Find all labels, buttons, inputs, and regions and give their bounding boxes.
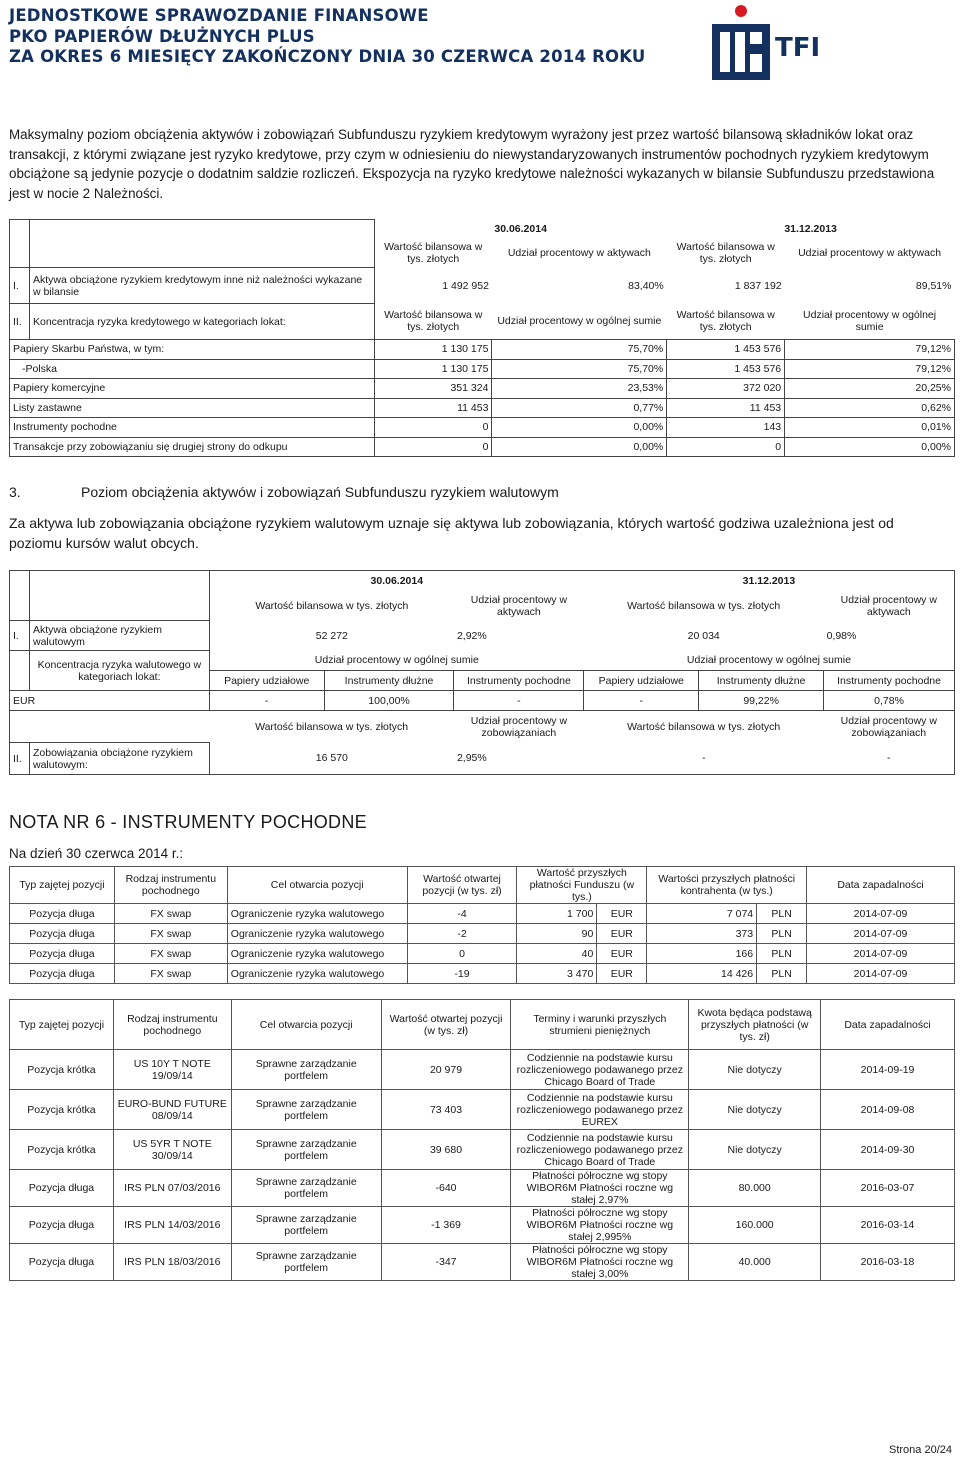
table-row xyxy=(10,1170,955,1207)
section-3-heading xyxy=(9,484,559,500)
cell: Płatności półroczne wg stopy WIBOR6M Płatności roczne wg stałej 2,97% xyxy=(511,1170,689,1207)
cell: Pozycja długa xyxy=(10,1207,114,1244)
cell: 2014-07-09 xyxy=(807,944,955,964)
table-row xyxy=(10,1244,955,1281)
col-header: Data zapadalności xyxy=(821,1000,955,1050)
fx-h-liab-1: Udział procentowy w zobowiązaniach xyxy=(470,714,568,739)
cell: Pozycja długa xyxy=(10,904,115,924)
credit-row1-p2: 89,51% xyxy=(915,279,952,292)
cell: Pozycja długa xyxy=(10,924,115,944)
fx-h-liab-2: Udział procentowy w zobowiązaniach xyxy=(840,714,937,739)
fx-h-value-4: Wartość bilansowa w tys. złotych xyxy=(627,720,781,733)
fx-h-dluzne-2: Instrumenty dłużne xyxy=(699,671,824,691)
derivatives-table-1 xyxy=(9,866,955,984)
cell: IRS PLN 14/03/2016 xyxy=(113,1207,231,1244)
fx-row1-label: Aktywa obciążone ryzykiem walutowym xyxy=(29,621,209,651)
fx-h-value-1: Wartość bilansowa w tys. złotych xyxy=(255,599,409,612)
fx-row1-p2: 0,98% xyxy=(826,629,857,642)
col-header: Wartość otwartej pozycji (w tys. zł) xyxy=(381,1000,511,1050)
fx-h-share-1: Udział procentowy w aktywach xyxy=(470,593,568,618)
table-row xyxy=(10,437,955,457)
fx-eur-a3: - xyxy=(454,691,584,711)
credit-h-value-3: Wartość bilansowa w tys. złotych xyxy=(384,309,483,334)
cell: -640 xyxy=(381,1170,511,1207)
cell: EUR xyxy=(597,924,647,944)
fx-row2-v1: 16 570 xyxy=(315,752,348,765)
table-header-row xyxy=(10,867,955,904)
table-row xyxy=(10,1050,955,1090)
cell: Pozycja krótka xyxy=(10,1050,114,1090)
col-header: Cel otwarcia pozycji xyxy=(227,867,407,904)
fx-row1-v1: 52 272 xyxy=(315,629,348,642)
cell: 73 403 xyxy=(381,1090,511,1130)
credit-risk-table xyxy=(9,219,955,457)
cell: PLN xyxy=(757,964,807,984)
cell: Sprawne zarządzanie portfelem xyxy=(231,1244,381,1281)
cell: 23,53% xyxy=(492,379,667,399)
col-header: Cel otwarcia pozycji xyxy=(231,1000,381,1050)
cell: 14 426 xyxy=(647,964,757,984)
cell: IRS PLN 07/03/2016 xyxy=(113,1170,231,1207)
cell: 143 xyxy=(667,418,785,438)
nota-subtitle: Na dzień 30 czerwca 2014 r.: xyxy=(9,846,184,861)
page-number: Strona 20/24 xyxy=(889,1444,952,1456)
cell: 0,00% xyxy=(785,437,955,457)
nota-title: NOTA NR 6 - INSTRUMENTY POCHODNE xyxy=(9,812,367,832)
fx-eur-label: EUR xyxy=(10,691,210,711)
fx-date-2: 31.12.2013 xyxy=(742,574,796,587)
fx-h-total-1: Udział procentowy w ogólnej sumie xyxy=(314,654,479,667)
cell: FX swap xyxy=(114,964,227,984)
cell: 20 979 xyxy=(381,1050,511,1090)
cell: PLN xyxy=(757,944,807,964)
fx-row2-label: Zobowiązania obciążone ryzykiem walutowym: xyxy=(29,743,209,775)
credit-row1-p1: 83,40% xyxy=(628,279,664,292)
fx-eur-b3: 0,78% xyxy=(824,691,955,711)
fx-h-papiery-2: Papiery udziałowe xyxy=(584,671,699,691)
cell: 0,00% xyxy=(492,437,667,457)
fx-h-pochodne-1: Instrumenty pochodne xyxy=(454,671,584,691)
cell: 2014-07-09 xyxy=(807,964,955,984)
fx-h-total-2: Udział procentowy w ogólnej sumie xyxy=(686,654,851,667)
fx-h-value-2: Wartość bilansowa w tys. złotych xyxy=(627,599,781,612)
credit-date-2: 31.12.2013 xyxy=(784,222,837,235)
cell: 0,00% xyxy=(492,418,667,438)
cell: FX swap xyxy=(114,904,227,924)
credit-row1-v2: 1 837 192 xyxy=(734,279,782,292)
fx-eur-b2: 99,22% xyxy=(699,691,824,711)
table-row xyxy=(10,964,955,984)
fx-row1-p1: 2,92% xyxy=(456,629,487,642)
document-header xyxy=(9,6,646,68)
cell: -1 369 xyxy=(381,1207,511,1244)
cell: -19 xyxy=(407,964,517,984)
cell: 373 xyxy=(647,924,757,944)
cell: Nie dotyczy xyxy=(689,1130,821,1170)
fx-eur-a2: 100,00% xyxy=(324,691,454,711)
credit-h-share-2: Udział procentowy w aktywach xyxy=(798,246,942,259)
fx-h-papiery-1: Papiery udziałowe xyxy=(209,671,324,691)
cell: 75,70% xyxy=(492,359,667,379)
cell: Płatności półroczne wg stopy WIBOR6M Płatności roczne wg stałej 3,00% xyxy=(511,1244,689,1281)
cell: 0 xyxy=(374,437,492,457)
col-header: Rodzaj instrumentu pochodnego xyxy=(113,1000,231,1050)
cell: 80.000 xyxy=(689,1170,821,1207)
cell: Nie dotyczy xyxy=(689,1050,821,1090)
col-header: Rodzaj instrumentu pochodnego xyxy=(114,867,227,904)
cell: Codziennie na podstawie kursu rozliczeniowego podawanego przez EUREX xyxy=(511,1090,689,1130)
tfi-logo-text: TFI xyxy=(775,33,821,63)
col-header: Kwota będąca podstawą przyszłych płatności (w tys. zł) xyxy=(689,1000,821,1050)
col-header: Data zapadalności xyxy=(807,867,955,904)
col-header: Typ zajętej pozycji xyxy=(10,1000,114,1050)
intro-paragraph: Maksymalny poziom obciążenia aktywów i zobowiązań Subfunduszu ryzykiem kredytowym wyrażony jest przez wartość bilansową składników lokat oraz transakcji, z którymi związane jest ryzyko kredytowe, przy czym w odniesieniu do niewystandaryzowanych instrumentów pochodnych ryzykiem kredytowym obciążone są jedynie pozycje o dodatnim saldzie rozliczeń. Ekspozycja na ryzyko kredytowe należności wykazanych w bilansie Subfunduszu przedstawiona jest w nocie 2 Należności. xyxy=(9,127,935,201)
cell: 2014-09-08 xyxy=(821,1090,955,1130)
cell: Pozycja długa xyxy=(10,1170,114,1207)
cell: Ograniczenie ryzyka walutowego xyxy=(227,904,407,924)
section-3-title: Poziom obciążenia aktywów i zobowiązań Subfunduszu ryzykiem walutowym xyxy=(81,484,559,500)
fx-row2-p2: - xyxy=(887,752,891,765)
cell: Codziennie na podstawie kursu rozliczeniowego podawanego przez Chicago Board of Trade xyxy=(511,1050,689,1090)
cell: 2016-03-07 xyxy=(821,1170,955,1207)
table-row xyxy=(10,1207,955,1244)
table-row xyxy=(10,944,955,964)
cell: US 10Y T NOTE 19/09/14 xyxy=(113,1050,231,1090)
table-row xyxy=(10,1090,955,1130)
credit-h-total-1: Udział procentowy w ogólnej sumie xyxy=(497,315,662,328)
cell: 11 453 xyxy=(667,398,785,418)
cell: 75,70% xyxy=(492,340,667,360)
cell: Codziennie na podstawie kursu rozliczeniowego podawanego przez Chicago Board of Trade xyxy=(511,1130,689,1170)
credit-h-total-2: Udział procentowy w ogólnej sumie xyxy=(803,309,937,334)
fx-h-share-2: Udział procentowy w aktywach xyxy=(840,593,937,618)
fx-eur-a1: - xyxy=(209,691,324,711)
cell: PLN xyxy=(757,924,807,944)
cell: Pozycja krótka xyxy=(10,1130,114,1170)
cell: Sprawne zarządzanie portfelem xyxy=(231,1170,381,1207)
table-header-row xyxy=(10,1000,955,1050)
cell: 0,62% xyxy=(785,398,955,418)
credit-h-share-1: Udział procentowy w aktywach xyxy=(507,246,651,259)
cell: 0,01% xyxy=(785,418,955,438)
section-3-paragraph: Za aktywa lub zobowiązania obciążone ryzykiem walutowym uznaje się aktywa lub zobowiązania, których wartość godziwa uzależniona jest od poziomu kursów walut obcych. xyxy=(9,515,894,551)
fx-row2-v2: - xyxy=(701,752,706,765)
fx-eur-b1: - xyxy=(584,691,699,711)
cell: 40 xyxy=(517,944,597,964)
cell: Ograniczenie ryzyka walutowego xyxy=(227,944,407,964)
cell: 90 xyxy=(517,924,597,944)
credit-h-value-1: Wartość bilansowa w tys. złotych xyxy=(384,240,483,265)
cell: Sprawne zarządzanie portfelem xyxy=(231,1050,381,1090)
cell: 79,12% xyxy=(785,359,955,379)
credit-row1-v1: 1 492 952 xyxy=(442,279,489,292)
cell: Pozycja długa xyxy=(10,964,115,984)
cell: 0,77% xyxy=(492,398,667,418)
fx-risk-table xyxy=(9,570,955,775)
fx-row1-v2: 20 034 xyxy=(687,629,720,642)
fx-conc-label: Koncentracja ryzyka walutowego w kategoriach lokat: xyxy=(29,651,209,691)
table-row xyxy=(10,418,955,438)
cell-label: Papiery komercyjne xyxy=(10,379,375,399)
cell: Sprawne zarządzanie portfelem xyxy=(231,1207,381,1244)
cell: EUR xyxy=(597,964,647,984)
col-header: Terminy i warunki przyszłych strumieni pieniężnych xyxy=(511,1000,689,1050)
fx-date-1: 30.06.2014 xyxy=(370,574,424,587)
cell: 1 130 175 xyxy=(374,359,492,379)
cell: FX swap xyxy=(114,924,227,944)
cell: 3 470 xyxy=(517,964,597,984)
credit-rows xyxy=(10,340,955,457)
credit-h-value-4: Wartość bilansowa w tys. złotych xyxy=(676,309,775,334)
cell: EUR xyxy=(597,944,647,964)
cell: Sprawne zarządzanie portfelem xyxy=(231,1130,381,1170)
cell: 20,25% xyxy=(785,379,955,399)
col-header: Wartości przyszłych płatności kontrahenta (w tys.) xyxy=(647,867,807,904)
cell-label: -Polska xyxy=(10,359,375,379)
cell: EUR xyxy=(597,904,647,924)
cell: 166 xyxy=(647,944,757,964)
cell: PLN xyxy=(757,904,807,924)
table-row xyxy=(10,340,955,360)
cell-label: Transakcje przy zobowiązaniu się drugiej strony do odkupu xyxy=(10,437,375,457)
cell: 1 453 576 xyxy=(667,359,785,379)
cell: 79,12% xyxy=(785,340,955,360)
col-header: Typ zajętej pozycji xyxy=(10,867,115,904)
cell-label: Listy zastawne xyxy=(10,398,375,418)
cell: Płatności półroczne wg stopy WIBOR6M Płatności roczne wg stałej 2,995% xyxy=(511,1207,689,1244)
cell: EURO-BUND FUTURE 08/09/14 xyxy=(113,1090,231,1130)
header-line-2: PKO PAPIERÓW DŁUŻNYCH PLUS xyxy=(9,26,315,46)
cell: US 5YR T NOTE 30/09/14 xyxy=(113,1130,231,1170)
credit-row2-num: II. xyxy=(10,304,30,340)
cell: 2014-07-09 xyxy=(807,904,955,924)
credit-h-value-2: Wartość bilansowa w tys. złotych xyxy=(676,240,775,265)
cell: 39 680 xyxy=(381,1130,511,1170)
cell: 0 xyxy=(667,437,785,457)
cell: 2016-03-18 xyxy=(821,1244,955,1281)
cell: -347 xyxy=(381,1244,511,1281)
cell: 0 xyxy=(374,418,492,438)
cell: 40.000 xyxy=(689,1244,821,1281)
cell-label: Papiery Skarbu Państwa, w tym: xyxy=(10,340,375,360)
cell: -2 xyxy=(407,924,517,944)
cell: 1 453 576 xyxy=(667,340,785,360)
table-row xyxy=(10,1130,955,1170)
table-row xyxy=(10,398,955,418)
cell: 11 453 xyxy=(374,398,492,418)
credit-row2-label: Koncentracja ryzyka kredytowego w kategoriach lokat: xyxy=(29,304,374,340)
fx-row2-num: II. xyxy=(10,743,30,775)
cell: FX swap xyxy=(114,944,227,964)
cell: 372 020 xyxy=(667,379,785,399)
cell: Ograniczenie ryzyka walutowego xyxy=(227,964,407,984)
table-row xyxy=(10,904,955,924)
cell: 160.000 xyxy=(689,1207,821,1244)
cell: Nie dotyczy xyxy=(689,1090,821,1130)
fx-h-dluzne-1: Instrumenty dłużne xyxy=(324,671,454,691)
cell: 2014-07-09 xyxy=(807,924,955,944)
cell: Sprawne zarządzanie portfelem xyxy=(231,1090,381,1130)
cell: Ograniczenie ryzyka walutowego xyxy=(227,924,407,944)
header-line-1: JEDNOSTKOWE SPRAWOZDANIE FINANSOWE xyxy=(9,6,429,25)
cell: Pozycja długa xyxy=(10,1244,114,1281)
cell: 2016-03-14 xyxy=(821,1207,955,1244)
credit-row1-label: Aktywa obciążone ryzykiem kredytowym inne niż należności wykazane w bilansie xyxy=(29,268,374,304)
cell: 0 xyxy=(407,944,517,964)
cell: -4 xyxy=(407,904,517,924)
cell-label: Instrumenty pochodne xyxy=(10,418,375,438)
cell: 1 700 xyxy=(517,904,597,924)
derivatives-table-2 xyxy=(9,999,955,1281)
cell: Pozycja długa xyxy=(10,944,115,964)
credit-row1-num: I. xyxy=(10,268,30,304)
fx-h-pochodne-2: Instrumenty pochodne xyxy=(824,671,955,691)
col-header: Wartość otwartej pozycji (w tys. zł) xyxy=(407,867,517,904)
cell: 2014-09-30 xyxy=(821,1130,955,1170)
header-line-3: ZA OKRES 6 MIESIĘCY ZAKOŃCZONY DNIA 30 CZERWCA 2014 ROKU xyxy=(9,47,646,66)
table-row xyxy=(10,924,955,944)
fx-row1-num: I. xyxy=(10,621,30,651)
table-row xyxy=(10,359,955,379)
table-row xyxy=(10,379,955,399)
cell: 351 324 xyxy=(374,379,492,399)
col-header: Wartość przyszłych płatności Funduszu (w tys.) xyxy=(517,867,647,904)
credit-date-1: 30.06.2014 xyxy=(494,222,547,235)
cell: Pozycja krótka xyxy=(10,1090,114,1130)
cell: IRS PLN 18/03/2016 xyxy=(113,1244,231,1281)
cell: 1 130 175 xyxy=(374,340,492,360)
fx-row2-p1: 2,95% xyxy=(456,752,487,765)
section-3-number: 3. xyxy=(9,484,21,500)
cell: 2014-09-19 xyxy=(821,1050,955,1090)
cell: 7 074 xyxy=(647,904,757,924)
fx-h-value-3: Wartość bilansowa w tys. złotych xyxy=(255,720,409,733)
